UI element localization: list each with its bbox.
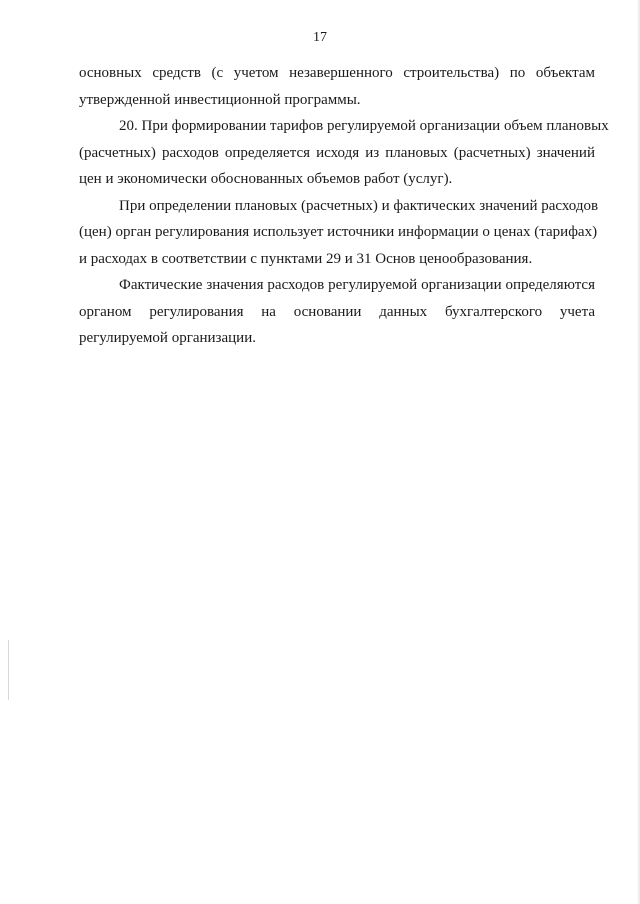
paragraph-line: (цен) орган регулирования использует источники информации о ценах (тарифах) — [79, 224, 598, 240]
paragraph-2 — [79, 113, 609, 193]
paragraph-line: основных средств (с учетом незавершенного строительства) по объектам — [79, 65, 595, 81]
paragraph-line: (расчетных) расходов определяется исходя из плановых (расчетных) значений — [79, 144, 595, 161]
paragraph-3 — [79, 193, 599, 273]
paragraph-line: утвержденной инвестиционной программы. — [79, 91, 361, 108]
paragraph-line: цен и экономически обоснованных объемов работ (услуг). — [79, 171, 453, 187]
page-number: 17 — [313, 30, 327, 45]
document-body — [79, 60, 609, 352]
paragraph-line: Фактические значения расходов регулируемой организации определяются — [119, 277, 595, 293]
paragraph-line: При определении плановых (расчетных) и фактических значений расходов — [119, 197, 599, 214]
paragraph-line: органом регулирования на основании данных бухгалтерского учета — [79, 303, 595, 320]
paragraph-4 — [79, 272, 595, 352]
paragraph-line: регулируемой организации. — [79, 330, 256, 346]
scan-artifact — [8, 640, 9, 700]
paragraph-1 — [79, 60, 595, 113]
paragraph-line: и расходах в соответствии с пунктами 29 и 31 Основ ценообразования. — [79, 250, 533, 267]
paragraph-line: 20. При формировании тарифов регулируемой организации объем плановых — [119, 118, 609, 134]
